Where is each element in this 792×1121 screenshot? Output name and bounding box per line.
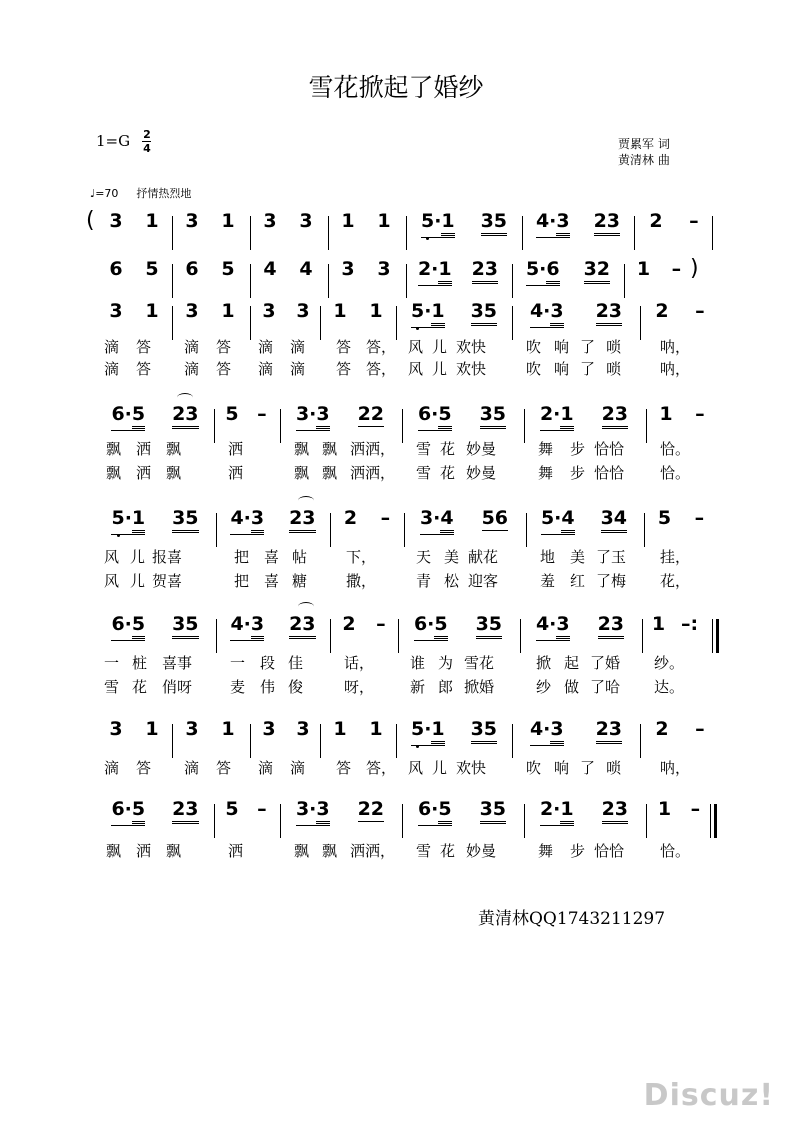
lyric-syllable: 洒洒，	[350, 464, 396, 482]
lyric-syllable: 一	[230, 654, 246, 672]
lyric-syllable: 一	[104, 654, 120, 672]
barline	[172, 724, 173, 758]
lyric-syllable: 天	[416, 548, 432, 566]
watermark: Discuz!	[643, 1078, 774, 1113]
measure: 6·5 35	[404, 403, 520, 443]
lyric-syllable: 洒	[136, 842, 152, 860]
measure: 2·1 23	[526, 403, 642, 443]
lyric-syllable: 了	[580, 759, 596, 777]
lyric-syllable: 恰恰	[594, 842, 625, 860]
measure: 3 3	[263, 210, 313, 232]
lyric-syllable: 恰恰	[594, 464, 625, 482]
tempo-bpm: ♩=70	[90, 187, 119, 200]
barline	[640, 306, 641, 340]
lyric-syllable: 答	[336, 759, 352, 777]
lyric-syllable: 飘	[294, 464, 310, 482]
lyric-syllable: 帖	[292, 548, 308, 566]
measure: 5·1 35	[398, 300, 510, 340]
measure: 2·1 23	[526, 798, 642, 838]
barline	[624, 264, 625, 298]
lyric-syllable: 掀	[536, 654, 552, 672]
measure: 3·3 22	[282, 798, 398, 838]
lyric-syllable: 雪	[416, 464, 432, 482]
barline	[644, 513, 645, 547]
lyric-line-3b	[0, 570, 792, 590]
lyric-syllable: 答	[136, 338, 152, 356]
lyric-syllable: 花	[132, 678, 148, 696]
lyric-syllable: 恰。	[660, 440, 691, 458]
measure: 2 –	[649, 210, 699, 232]
measure: 3 1	[185, 300, 235, 322]
lyric-syllable: 恰恰	[594, 440, 625, 458]
lyric-syllable: 挂，	[660, 548, 691, 566]
lyric-syllable: 把	[234, 572, 250, 590]
lyric-syllable: 儿	[130, 548, 146, 566]
lyric-syllable: 洒	[228, 440, 244, 458]
lyric-syllable: 呐，	[660, 360, 691, 378]
measure: 5·1 35	[408, 210, 520, 250]
lyric-syllable: 撒，	[346, 572, 377, 590]
barline	[396, 724, 397, 758]
lyric-syllable: 吹	[526, 759, 542, 777]
lyric-line-4b	[0, 676, 792, 696]
lyric-syllable: 贺喜	[152, 572, 183, 590]
barline	[172, 216, 173, 250]
page-title: 雪花掀起了婚纱	[308, 73, 484, 102]
lyric-syllable: 答，	[366, 338, 397, 356]
barline	[250, 264, 251, 298]
lyric-syllable: 谁	[410, 654, 426, 672]
lyric-syllable: 俊	[288, 678, 304, 696]
lyric-syllable: 儿	[432, 338, 448, 356]
staff-row-5	[0, 507, 792, 547]
lyric-syllable: 花，	[660, 572, 691, 590]
staff-row-4	[0, 403, 792, 443]
lyric-syllable: 雪花	[464, 654, 495, 672]
lyric-line-2b	[0, 462, 792, 482]
measure: 4·3 23	[514, 300, 638, 340]
lyric-syllable: 飘	[322, 464, 338, 482]
lyric-syllable: 风	[104, 548, 120, 566]
barline	[172, 306, 173, 340]
measure: 5 –	[225, 798, 267, 820]
measure: 3·4 56	[406, 507, 522, 547]
barline	[646, 804, 647, 838]
lyric-syllable: 纱	[536, 678, 552, 696]
lyric-syllable: 步	[570, 464, 586, 482]
lyric-syllable: 滴	[290, 759, 306, 777]
lyric-syllable: 答	[136, 360, 152, 378]
lyric-syllable: 答，	[366, 759, 397, 777]
lyric-syllable: 飘	[106, 464, 122, 482]
lyric-syllable: 雪	[416, 842, 432, 860]
barline	[406, 216, 407, 250]
measure: 6 5	[109, 258, 159, 280]
lyric-syllable: 雪	[104, 678, 120, 696]
lyric-syllable: 了玉	[596, 548, 627, 566]
lyric-syllable: 舞	[538, 464, 554, 482]
measure: 2·1 23	[408, 258, 508, 298]
lyric-syllable: 滴	[258, 360, 274, 378]
barline	[522, 216, 523, 250]
barline	[396, 306, 397, 340]
barline	[216, 619, 217, 653]
barline	[250, 306, 251, 340]
measure: 5·1 35	[98, 507, 212, 547]
lyricist-credit: 贾累军 词	[618, 137, 670, 151]
lyric-syllable: 儿	[432, 360, 448, 378]
lyric-syllable: 风	[408, 759, 424, 777]
barline	[216, 513, 217, 547]
measure: 4·3 23	[218, 613, 328, 653]
measure: 3 1	[109, 300, 159, 322]
lyric-syllable: 答	[336, 360, 352, 378]
lyric-syllable: 舞	[538, 842, 554, 860]
measure: 3·3 22	[282, 403, 398, 443]
lyric-syllable: 儿	[432, 759, 448, 777]
lyric-line-2a	[0, 438, 792, 458]
measure: 3 3	[341, 258, 391, 280]
lyric-syllable: 步	[570, 440, 586, 458]
slur-mark	[298, 496, 314, 505]
measure: 4 4	[263, 258, 313, 280]
lyric-syllable: 喜事	[162, 654, 193, 672]
measure: 2 –	[343, 507, 391, 529]
lyric-syllable: 段	[260, 654, 276, 672]
lyric-syllable: 洒	[228, 842, 244, 860]
lyric-syllable: 答	[216, 338, 232, 356]
lyric-syllable: 花	[440, 440, 456, 458]
measure: 3 1	[185, 718, 235, 740]
measure: 1 –:	[651, 613, 699, 635]
measure: 6·5 23	[98, 798, 212, 838]
slur-mark	[298, 602, 314, 611]
lyric-syllable: 糖	[292, 572, 308, 590]
lyric-syllable: 俏呀	[162, 678, 193, 696]
lyric-syllable: 新	[410, 678, 426, 696]
measure: 3 1	[185, 210, 235, 232]
measure: 6 5	[185, 258, 235, 280]
lyric-syllable: 答	[216, 759, 232, 777]
lyric-syllable: 滴	[184, 338, 200, 356]
lyric-syllable: 飘	[294, 440, 310, 458]
lyric-syllable: 唢	[606, 360, 622, 378]
lyric-syllable: 唢	[606, 338, 622, 356]
lyric-syllable: 了婚	[590, 654, 621, 672]
measure: 5 –	[225, 403, 267, 425]
lyric-syllable: 恰。	[660, 842, 691, 860]
barline	[520, 619, 521, 653]
measure: 1 –	[657, 798, 701, 820]
measure: 1 –	[659, 403, 705, 425]
lyric-syllable: 滴	[258, 338, 274, 356]
barline	[398, 619, 399, 653]
lyric-syllable: 做	[564, 678, 580, 696]
lyric-syllable: 麦	[230, 678, 246, 696]
barline	[320, 724, 321, 758]
barline	[512, 306, 513, 340]
lyric-syllable: 为	[438, 654, 454, 672]
lyric-syllable: 青	[416, 572, 432, 590]
barline	[712, 619, 713, 653]
barline	[280, 804, 281, 838]
lyric-syllable: 欢快	[456, 360, 487, 378]
measure: 5·1 35	[398, 718, 510, 758]
lyric-syllable: 献花	[468, 548, 499, 566]
lyric-syllable: 风	[104, 572, 120, 590]
lyric-syllable: 红	[570, 572, 586, 590]
lyric-syllable: 答，	[366, 360, 397, 378]
lyric-syllable: 羞	[540, 572, 556, 590]
lyric-syllable: 桩	[132, 654, 148, 672]
lyric-line-3a	[0, 546, 792, 566]
lyric-syllable: 洒洒，	[350, 842, 396, 860]
lyric-syllable: 滴	[104, 759, 120, 777]
lyric-syllable: 洒	[136, 464, 152, 482]
barline	[250, 724, 251, 758]
lyric-line-1a	[0, 336, 792, 356]
barline	[320, 306, 321, 340]
expression-mark: 抒情热烈地	[136, 187, 192, 200]
lyric-syllable: 迎客	[468, 572, 499, 590]
lyric-syllable: 滴	[258, 759, 274, 777]
lyric-syllable: 滴	[104, 338, 120, 356]
composer-credit: 黄清林 曲	[618, 153, 670, 167]
lyric-syllable: 飘	[166, 842, 182, 860]
measure: 1 1	[333, 300, 383, 322]
lyric-syllable: 飘	[106, 440, 122, 458]
lyric-syllable: 飘	[322, 440, 338, 458]
measure: 3 3	[262, 718, 310, 740]
lyric-syllable: 答	[136, 759, 152, 777]
measure: 3 1	[109, 718, 159, 740]
staff-row-3	[0, 300, 792, 340]
lyric-syllable: 话，	[344, 654, 375, 672]
lyric-syllable: 了	[580, 338, 596, 356]
barline	[526, 513, 527, 547]
barline	[250, 216, 251, 250]
measure: 2 –	[342, 613, 386, 635]
measure: 5·6 32	[514, 258, 622, 298]
measure: 3 1	[109, 210, 159, 232]
lyric-syllable: 佳	[288, 654, 304, 672]
measure: 4·3 23	[514, 718, 638, 758]
staff-row-7	[0, 718, 792, 758]
measure: 4·3 23	[522, 613, 638, 653]
measure: 2 –	[655, 300, 705, 322]
lyric-syllable: 达。	[654, 678, 685, 696]
barline	[640, 724, 641, 758]
barline	[524, 804, 525, 838]
barline	[714, 804, 717, 838]
barline	[330, 513, 331, 547]
staff-row-1	[0, 210, 792, 250]
lyric-syllable: 地	[540, 548, 556, 566]
lyric-syllable: 起	[564, 654, 580, 672]
lyric-syllable: 松	[444, 572, 460, 590]
barline	[172, 264, 173, 298]
repeat-paren-close: )	[690, 256, 699, 281]
lyric-syllable: 下，	[346, 548, 377, 566]
lyric-syllable: 了哈	[590, 678, 621, 696]
barline	[402, 804, 403, 838]
measure: 4·3 23	[218, 507, 328, 547]
lyric-syllable: 答	[216, 360, 232, 378]
lyric-syllable: 唢	[606, 759, 622, 777]
lyric-syllable: 飘	[106, 842, 122, 860]
barline	[406, 264, 407, 298]
lyric-syllable: 掀婚	[464, 678, 495, 696]
key-signature: 1=G	[96, 132, 131, 150]
lyric-syllable: 伟	[260, 678, 276, 696]
lyric-syllable: 喜	[264, 572, 280, 590]
measure: 4·3 23	[524, 210, 632, 250]
lyric-syllable: 风	[408, 360, 424, 378]
barline	[716, 619, 719, 653]
lyric-syllable: 欢快	[456, 759, 487, 777]
lyric-syllable: 呐，	[660, 338, 691, 356]
measure: 5·4 34	[528, 507, 640, 547]
lyric-syllable: 呀，	[344, 678, 375, 696]
lyric-syllable: 花	[440, 464, 456, 482]
measure: 6·5 35	[404, 798, 520, 838]
measure: 6·5 35	[98, 613, 212, 653]
barline	[214, 804, 215, 838]
lyric-syllable: 呐，	[660, 759, 691, 777]
lyric-syllable: 美	[570, 548, 586, 566]
time-sig-bottom: 4	[143, 142, 151, 155]
lyric-syllable: 郎	[438, 678, 454, 696]
lyric-syllable: 报喜	[152, 548, 183, 566]
lyric-syllable: 飘	[166, 440, 182, 458]
barline	[404, 513, 405, 547]
lyric-syllable: 洒	[136, 440, 152, 458]
author-contact: 黄清林QQ1743211297	[478, 909, 666, 929]
lyric-syllable: 答	[336, 338, 352, 356]
lyric-syllable: 飘	[166, 464, 182, 482]
barline	[512, 724, 513, 758]
lyric-syllable: 纱。	[654, 654, 685, 672]
lyric-syllable: 滴	[184, 759, 200, 777]
time-signature	[142, 129, 152, 154]
lyric-syllable: 步	[570, 842, 586, 860]
lyric-syllable: 滴	[104, 360, 120, 378]
time-sig-top: 2	[143, 128, 151, 141]
measure: 6·5 35	[400, 613, 516, 653]
lyric-syllable: 舞	[538, 440, 554, 458]
lyric-syllable: 儿	[130, 572, 146, 590]
barline	[642, 619, 643, 653]
barline	[330, 619, 331, 653]
lyric-syllable: 了	[580, 360, 596, 378]
lyric-syllable: 欢快	[456, 338, 487, 356]
lyric-syllable: 滴	[290, 360, 306, 378]
measure: 5 –	[657, 507, 705, 529]
repeat-paren-open: (	[86, 208, 95, 233]
lyric-syllable: 滴	[184, 360, 200, 378]
lyric-line-5	[0, 757, 792, 777]
lyric-syllable: 响	[554, 759, 570, 777]
lyric-syllable: 吹	[526, 338, 542, 356]
lyric-syllable: 妙曼	[466, 464, 497, 482]
staff-row-6	[0, 613, 792, 653]
lyric-syllable: 风	[408, 338, 424, 356]
lyric-syllable: 妙曼	[466, 440, 497, 458]
lyric-syllable: 妙曼	[466, 842, 497, 860]
lyric-syllable: 美	[444, 548, 460, 566]
staff-row-8	[0, 798, 792, 838]
barline	[328, 216, 329, 250]
lyric-syllable: 飘	[294, 842, 310, 860]
lyric-syllable: 响	[554, 360, 570, 378]
barline	[710, 804, 711, 838]
lyric-line-1b	[0, 358, 792, 378]
barline	[634, 216, 635, 250]
barline	[712, 216, 713, 250]
measure: 3 3	[262, 300, 310, 322]
measure: 1 1	[341, 210, 391, 232]
lyric-syllable: 恰。	[660, 464, 691, 482]
measure: 1 1	[333, 718, 383, 740]
lyric-syllable: 雪	[416, 440, 432, 458]
lyric-syllable: 响	[554, 338, 570, 356]
tempo-marking	[90, 185, 191, 201]
staff-row-2	[0, 258, 792, 298]
barline	[512, 264, 513, 298]
lyric-syllable: 吹	[526, 360, 542, 378]
lyric-line-4a	[0, 652, 792, 672]
lyric-line-6	[0, 840, 792, 860]
lyric-syllable: 喜	[264, 548, 280, 566]
lyric-syllable: 洒	[228, 464, 244, 482]
measure: 6·5 23	[98, 403, 212, 443]
lyric-syllable: 花	[440, 842, 456, 860]
slur-mark	[177, 393, 193, 402]
measure: 1 –	[636, 258, 682, 280]
lyric-syllable: 把	[234, 548, 250, 566]
measure: 2 –	[655, 718, 705, 740]
barline	[328, 264, 329, 298]
lyric-syllable: 了梅	[596, 572, 627, 590]
lyric-syllable: 洒洒，	[350, 440, 396, 458]
lyric-syllable: 滴	[290, 338, 306, 356]
credits	[618, 136, 670, 168]
lyric-syllable: 飘	[322, 842, 338, 860]
